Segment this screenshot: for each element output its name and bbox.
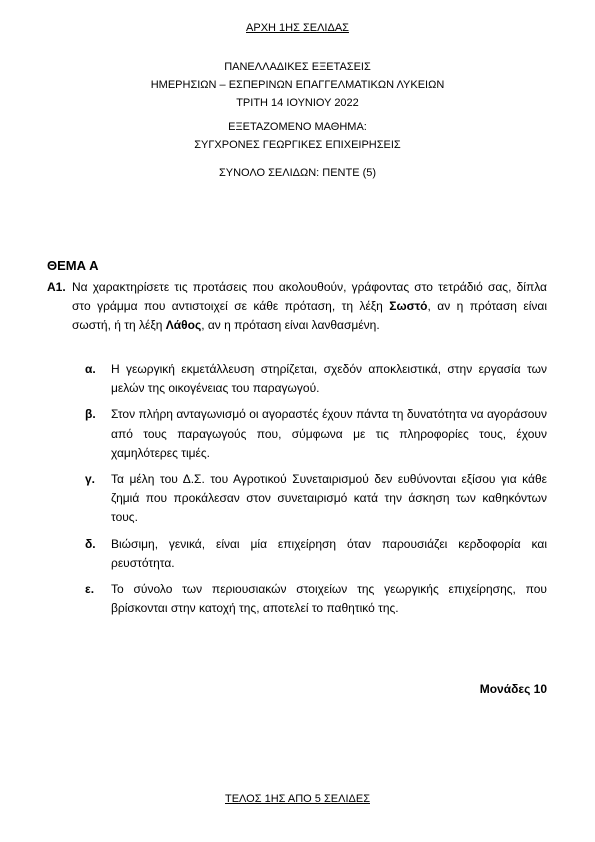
question-text-part2: , αν η πρόταση είναι σωστή, ή τη λέξη <box>72 299 547 333</box>
item-text: Τα μέλη του Δ.Σ. του Αγροτικού Συνεταιρισμού δεν ευθύνονται εξίσου για κάθε ζημιά που προκάλεσαν στον συνεταιρισμό κατά την άσκηση των καθηκόντων τους. <box>111 472 547 525</box>
item-letter: γ. <box>85 472 96 487</box>
list-item <box>85 535 547 573</box>
theme-title: ΘΕΜΑ Α <box>47 258 99 273</box>
word-correct: Σωστό <box>389 299 428 314</box>
list-item <box>85 470 547 528</box>
item-text: Βιώσιμη, γενικά, είναι μία επιχείρηση όταν παρουσιάζει κερδοφορία και ρευστότητα. <box>111 536 547 570</box>
exam-title: ΠΑΝΕΛΛΑΔΙΚΕΣ ΕΞΕΤΑΣΕΙΣ <box>224 61 371 73</box>
subject-label: ΕΞΕΤΑΖΟΜΕΝΟ ΜΑΘΗΜΑ: <box>228 121 367 133</box>
page-end-marker: ΤΕΛΟΣ 1ΗΣ ΑΠΟ 5 ΣΕΛΙΔΕΣ <box>225 793 370 805</box>
item-text: Στον πλήρη ανταγωνισμό οι αγοραστές έχουν πάντα τη δυνατότητα να αγοράσουν από τους παραγωγούς που, σύμφωνα με τις πληροφορίες τους, έχουν χαμηλότερες τιμές. <box>111 407 547 460</box>
page-start-marker: ΑΡΧΗ 1ΗΣ ΣΕΛΙΔΑΣ <box>246 22 349 34</box>
question-text-part1: Να χαρακτηρίσετε τις προτάσεις που ακολουθούν, γράφοντας στο τετράδιό σας, δίπλα στο γράμμα που αντιστοιχεί σε κάθε πρόταση, τη λέξη <box>72 280 547 314</box>
item-letter: ε. <box>85 582 95 597</box>
exam-header <box>0 58 595 182</box>
item-letter: δ. <box>85 536 96 551</box>
school-type: ΗΜΕΡΗΣΙΩΝ – ΕΣΠΕΡΙΝΩΝ ΕΠΑΓΓΕΛΜΑΤΙΚΩΝ ΛΥΚΕΙΩΝ <box>150 79 445 91</box>
subject-name: ΣΥΓΧΡΟΝΕΣ ΓΕΩΡΓΙΚΕΣ ΕΠΙΧΕΙΡΗΣΕΙΣ <box>194 139 401 151</box>
points-label: Μονάδες 10 <box>479 682 547 696</box>
item-text: Η γεωργική εκμετάλλευση στηρίζεται, σχεδόν αποκλειστικά, στην εργασία των μελών της οικογένειας του παραγωγού. <box>111 362 547 396</box>
word-wrong: Λάθος <box>165 318 202 333</box>
list-item <box>85 580 547 618</box>
exam-date: ΤΡΙΤΗ 14 ΙΟΥΝΙΟΥ 2022 <box>236 97 359 109</box>
question-text-part3: , αν η πρόταση είναι λανθασμένη. <box>201 318 380 333</box>
item-letter: β. <box>85 407 96 422</box>
item-letter: α. <box>85 362 96 376</box>
statement-list <box>85 360 547 625</box>
list-item <box>85 360 547 398</box>
question-text <box>72 278 547 336</box>
list-item <box>85 405 547 463</box>
question-a1 <box>47 278 547 336</box>
item-text: Το σύνολο των περιουσιακών στοιχείων της γεωργικής επιχείρησης, που βρίσκονται στην κατοχή της, αποτελεί το παθητικό της. <box>111 582 547 616</box>
question-number: Α1. <box>47 280 66 294</box>
total-pages: ΣΥΝΟΛΟ ΣΕΛΙΔΩΝ: ΠΕΝΤΕ (5) <box>218 167 377 179</box>
